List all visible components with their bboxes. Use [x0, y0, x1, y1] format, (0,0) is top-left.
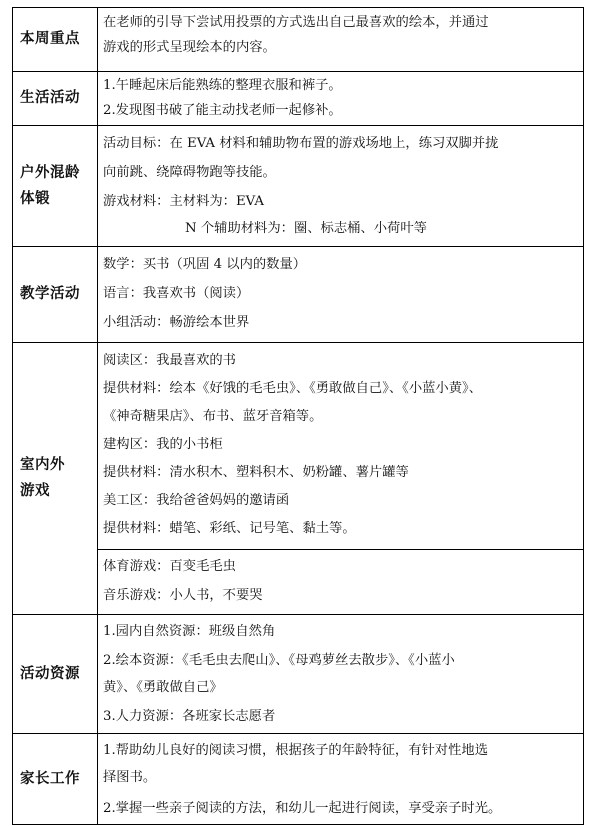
- row-content-outdoor-exercise: [103, 131, 573, 241]
- label-line: 室内外: [20, 456, 65, 473]
- label-line: 户外混龄: [20, 163, 80, 181]
- row-content-parent-work: [103, 738, 573, 821]
- content-line: 体育游戏：百变毛毛虫: [103, 559, 236, 574]
- content-line: 《神奇糖果店》、布书、蓝牙音箱等。: [103, 409, 323, 424]
- row-label-activity-resources: 活动资源: [20, 664, 80, 682]
- row-label-parent-work: 家长工作: [20, 769, 80, 787]
- sub-row-divider: [97, 549, 584, 550]
- row-content-activity-resources: [103, 619, 573, 729]
- row-label-weekly-focus: 本周重点: [20, 30, 80, 47]
- content-line: N 个辅助材料为：圈、标志桶、小荷叶等: [185, 221, 427, 236]
- table-border-right: [583, 7, 584, 825]
- content-line: 1.午睡起床后能熟练的整理衣服和裤子。: [103, 78, 342, 93]
- content-line: 建构区：我的小书柜: [103, 437, 223, 452]
- content-line: 游戏材料：主材料为：EVA: [103, 194, 264, 209]
- row-label-teaching-activities: 教学活动: [20, 285, 80, 302]
- content-line: 2.掌握一些亲子阅读的方法，和幼儿一起进行阅读，享受亲子时光。: [103, 801, 502, 816]
- content-line: 数学：买书（巩固 4 以内的数量）: [103, 257, 307, 272]
- content-line: 音乐游戏：小人书，不要哭: [103, 588, 263, 603]
- content-line: 1.园内自然资源：班级自然角: [103, 624, 276, 639]
- content-line: 阅读区：我最喜欢的书: [103, 353, 236, 368]
- content-line: 小组活动：畅游绘本世界: [103, 315, 250, 330]
- table-border-left: [12, 7, 13, 825]
- label-line: 游戏: [20, 482, 50, 499]
- content-line: 3.人力资源：各班家长志愿者: [103, 709, 276, 724]
- row-content-area-games: [103, 348, 573, 541]
- content-line: 在老师的引导下尝试用投票的方式选出自己最喜欢的绘本，并通过: [103, 15, 489, 30]
- content-line: 向前跳、绕障碍物跑等技能。: [103, 165, 276, 180]
- content-line: 活动目标：在 EVA 材料和辅助物布置的游戏场地上，练习双脚并拢: [103, 136, 499, 151]
- row-label-outdoor-exercise: [20, 125, 106, 246]
- content-line: 提供材料：绘本《好饿的毛毛虫》、《勇敢做自己》、《小蓝小黄》、: [103, 381, 482, 396]
- row-content-daily-life: [103, 73, 573, 123]
- content-line: 提供材料：清水积木、塑料积木、奶粉罐、薯片罐等: [103, 465, 409, 480]
- row-content-sports-music-games: [103, 554, 573, 608]
- row-content-teaching-activities: [103, 252, 573, 335]
- row-label-indoor-outdoor-games: [20, 342, 106, 614]
- content-line: 美工区：我给爸爸妈妈的邀请函: [103, 493, 290, 508]
- content-line: 语言：我喜欢书（阅读）: [103, 286, 250, 301]
- label-line: 体锻: [20, 189, 50, 207]
- content-line: 择图书。: [103, 770, 157, 785]
- row-content-weekly-focus: [103, 10, 573, 60]
- content-line: 2.绘本资源：《毛毛虫去爬山》、《母鸡萝丝去散步》、《小蓝小: [103, 653, 455, 668]
- content-line: 黄》、《勇敢做自己》: [103, 680, 223, 695]
- content-line: 提供材料：蜡笔、彩纸、记号笔、黏土等。: [103, 521, 356, 536]
- content-line: 游戏的形式呈现绘本的内容。: [103, 40, 276, 55]
- content-line: 1.帮助幼儿良好的阅读习惯，根据孩子的年龄特征，有针对性地选: [103, 743, 488, 758]
- content-line: 2.发现图书破了能主动找老师一起修补。: [103, 103, 342, 118]
- row-label-daily-life: 生活活动: [20, 89, 80, 106]
